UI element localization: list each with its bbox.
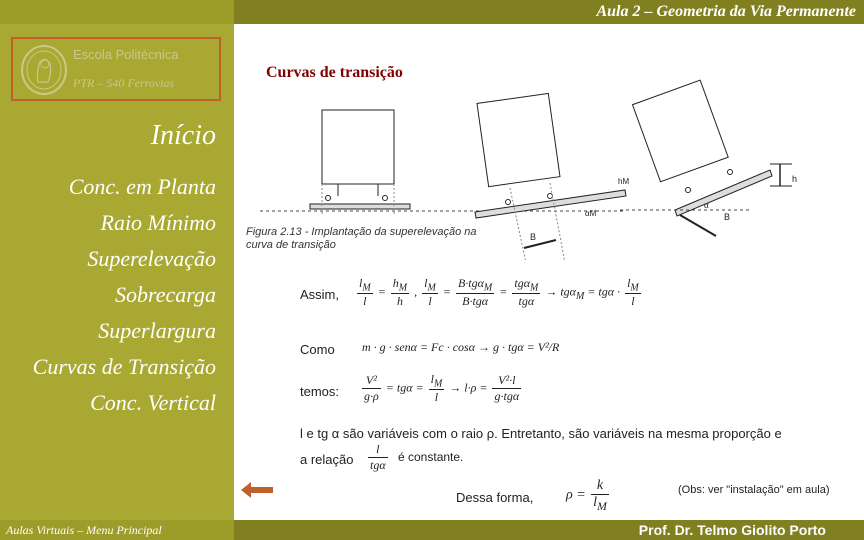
top-bar	[0, 0, 864, 24]
page-header-title: Aula 2 – Geometria da Via Permanente	[596, 3, 856, 20]
course-name: PTR – 540 Ferrovias	[73, 76, 175, 90]
formula-temos: $\frac{\text{V²}}{g\cdot\rho}$ = tgα = $\frac{l_M}{l}$ → l·ρ = $\frac{\text{V²·l}}{\text{g·tgα}}$	[364, 372, 520, 405]
nav-inicio[interactable]: Início	[150, 120, 216, 151]
label-b2: B	[724, 212, 731, 222]
sidebar	[0, 24, 234, 520]
nav-sobrecarga[interactable]: Sobrecarga	[114, 282, 216, 307]
text-assim: Assim,	[300, 287, 339, 302]
text-como: Como	[300, 342, 335, 357]
label-b1: B	[530, 232, 537, 242]
text-constante: é constante.	[398, 450, 464, 464]
formula-final: ρ = $\frac{k}{l_M}$	[566, 478, 607, 513]
nav-superlargura[interactable]: Superlargura	[98, 318, 216, 343]
section-heading: Curvas de transição	[266, 64, 403, 81]
text-paragraph: l e tg α são variáveis com o raio ρ. Entretanto, são variáveis na mesma proporção e	[300, 426, 782, 441]
bottom-bar-left-block	[0, 520, 234, 540]
left-arrow-icon[interactable]	[241, 482, 273, 498]
figure-caption: Figura 2.13 - Implantação da superelevação na curva de transição	[246, 226, 477, 251]
text-temos: temos:	[300, 384, 340, 399]
logo-box	[11, 37, 221, 101]
top-bar-left-block	[0, 0, 234, 24]
author-name: Prof. Dr. Telmo Giolito Porto	[638, 522, 826, 538]
label-h: h	[792, 174, 798, 184]
formula-como: m · g · senα = Fc · cosα → g · tgα = V²/R	[362, 340, 560, 354]
nav-curvas-transicao[interactable]: Curvas de Transição	[32, 354, 216, 379]
nav-conc-planta[interactable]: Conc. em Planta	[68, 174, 216, 199]
formula-relacao: $\frac{l}{\text{tgα}}$	[370, 442, 386, 472]
bottom-bar	[0, 520, 864, 540]
nav-conc-vertical[interactable]: Conc. Vertical	[90, 390, 216, 415]
main-menu-link[interactable]: Aulas Virtuais – Menu Principal	[6, 523, 162, 537]
tilted-vehicle-diagram	[620, 60, 820, 240]
formula-assim: $\frac{l_M}{l}$ = $\frac{h_M}{h}$ , $\frac{l_M}{l}$ = $\frac{B\cdot tg\alpha_M}{\text{B·tgα}}$ = $\frac{tg\alpha_M}{\text{tgα}}$ → tgα$_M$ = tgα · $\frac{l_M}{l}$	[359, 276, 639, 309]
text-relacao: a relação	[300, 452, 354, 467]
label-alpha-m: αM	[585, 209, 597, 218]
nav-raio-minimo[interactable]: Raio Mínimo	[100, 210, 216, 235]
nav-superelevacao[interactable]: Superelevação	[87, 246, 216, 271]
text-dessa-forma: Dessa forma,	[456, 490, 534, 505]
label-alpha-small: α	[704, 200, 709, 210]
seal-icon	[20, 44, 68, 96]
school-name: Escola Politécnica	[73, 47, 179, 62]
obs-note: (Obs: ver "instalação" em aula)	[678, 484, 830, 496]
label-hm: hM	[618, 177, 630, 186]
